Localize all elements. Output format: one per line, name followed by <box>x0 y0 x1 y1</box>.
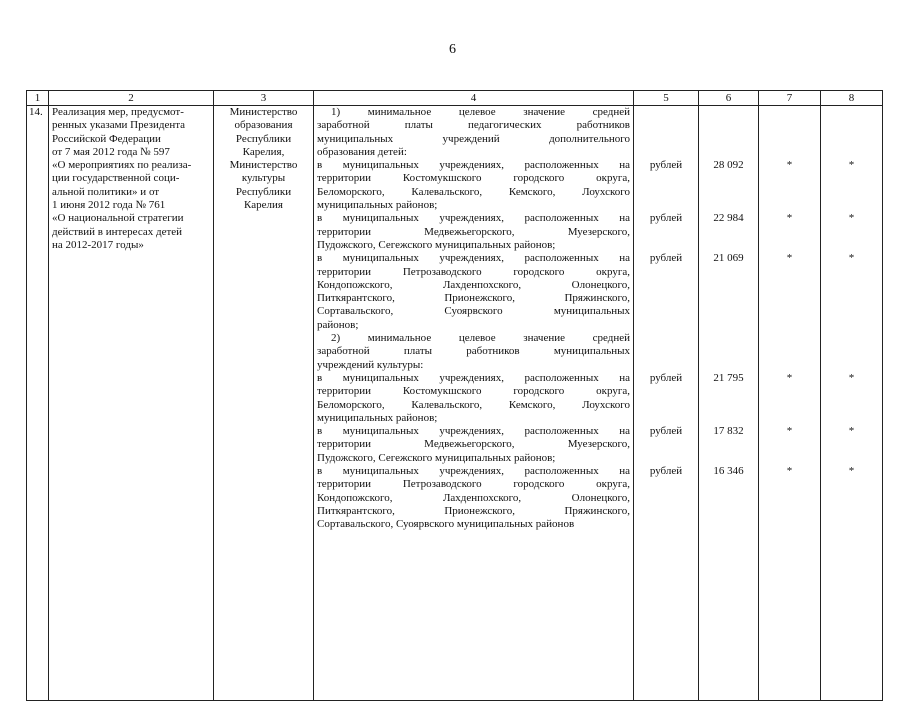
table-row <box>27 106 883 701</box>
col7-mark: * <box>786 212 793 225</box>
executor-line: Республики <box>235 132 292 145</box>
description-line: заработной платы педагогических работников <box>317 119 630 132</box>
description-line: заработной платы работников муниципальных <box>317 345 630 358</box>
executor-line: Министерство <box>229 106 298 118</box>
measure-line: Реализация мер, предусмот- <box>52 106 184 118</box>
description-cell <box>314 106 634 701</box>
col8-mark: * <box>848 465 855 478</box>
description-line: Сортавальского, Суоярвского муниципальных районов <box>317 518 575 531</box>
col7-mark: * <box>786 372 793 384</box>
unit-text: рублей <box>649 159 683 172</box>
measure-line: 1 июня 2012 года № 761 <box>52 199 166 212</box>
executor-line: Карелия, <box>242 145 285 158</box>
value-text: 21 795 <box>713 372 744 384</box>
description-line: территории Костомукшского городского округа, <box>317 172 630 185</box>
description-line: образования детей: <box>317 145 407 158</box>
description-line: в муниципальных учреждениях, расположенных на <box>317 465 630 478</box>
description-line: территории Медвежьегорского, Муезерского, <box>317 438 630 451</box>
description-line: в муниципальных учреждениях, расположенных на <box>317 212 630 225</box>
value-text: 28 092 <box>713 159 744 172</box>
col8-mark: * <box>848 372 855 384</box>
measure-line: от 7 мая 2012 года № 597 <box>52 145 170 158</box>
description-line: Беломорского, Калевальского, Кемского, Лоухского <box>317 398 630 411</box>
unit-cell <box>634 106 699 701</box>
unit-text: рублей <box>649 372 683 384</box>
header-cell: 3 <box>214 91 314 106</box>
col8-mark: * <box>848 425 855 438</box>
description-line: муниципальных районов; <box>317 199 438 212</box>
description-line: Пудожского, Сегежского муниципальных районов; <box>317 238 556 251</box>
measure-line: ции государственной соци- <box>52 172 180 185</box>
executor-cell <box>214 106 314 701</box>
header-cell: 1 <box>27 91 49 106</box>
measures-table <box>26 90 883 701</box>
col7-mark: * <box>786 425 793 438</box>
description-line: в муниципальных учреждениях, расположенных на <box>317 252 630 265</box>
description-line: Кондопожского, Лахденпохского, Олонецкого, <box>317 491 630 504</box>
executor-line: культуры <box>241 172 286 185</box>
col7-mark: * <box>786 252 793 265</box>
value-cell <box>699 106 759 701</box>
description-line: территории Медвежьегорского, Муезерского, <box>317 225 630 238</box>
header-cell: 7 <box>759 91 821 106</box>
description-line: Кондопожского, Лахденпохского, Олонецкого, <box>317 278 630 291</box>
description-line: территории Петрозаводского городского округа, <box>317 478 630 491</box>
description-line: 2) минимальное целевое значение средней <box>331 332 630 345</box>
executor-line: образования <box>234 119 293 132</box>
unit-text: рублей <box>649 252 683 265</box>
executor-line: Республики <box>235 185 292 198</box>
executor-line: Министерство <box>229 159 298 172</box>
measure-line: на 2012-2017 годы» <box>52 238 144 251</box>
page-number: 6 <box>449 42 456 57</box>
description-line: Питкярантского, Прионежского, Пряжинского, <box>317 292 630 305</box>
measure-line: Российской Федерации <box>52 132 161 145</box>
measure-line: ренных указами Президента <box>52 119 186 132</box>
unit-text: рублей <box>649 465 683 478</box>
description-line: в муниципальных учреждениях, расположенных на <box>317 371 630 384</box>
header-row <box>27 91 883 106</box>
header-cell: 5 <box>634 91 699 106</box>
description-line: территории Костомукшского городского округа, <box>317 385 630 398</box>
unit-text: рублей <box>649 212 683 225</box>
description-line: территории Петрозаводского городского округа, <box>317 265 630 278</box>
unit-text: рублей <box>649 425 683 438</box>
col8-mark: * <box>848 159 855 172</box>
col7-mark: * <box>786 465 793 478</box>
description-line: в муниципальных учреждениях, расположенных на <box>317 159 630 172</box>
description-line: в муниципальных учреждениях, расположенных на <box>317 425 630 438</box>
value-text: 16 346 <box>713 465 744 478</box>
description-line: районов; <box>317 318 359 331</box>
header-cell: 6 <box>699 91 759 106</box>
description-line: учреждений культуры: <box>317 358 424 371</box>
col8-mark: * <box>848 252 855 265</box>
header-cell: 8 <box>821 91 883 106</box>
measure-line: альной политики» и от <box>52 185 160 198</box>
measure-line: «О мероприятиях по реализа- <box>52 159 192 172</box>
col8-cell <box>821 106 883 701</box>
col8-mark: * <box>848 212 855 225</box>
measure-cell <box>49 106 214 701</box>
measure-line: «О национальной стратегии <box>52 212 184 225</box>
description-line: Беломорского, Калевальского, Кемского, Лоухского <box>317 185 630 198</box>
value-text: 21 069 <box>713 252 744 265</box>
header-cell: 2 <box>49 91 214 106</box>
row-number: 14. <box>27 106 49 701</box>
header-cell: 4 <box>314 91 634 106</box>
executor-line: Карелия <box>244 199 283 212</box>
col7-cell <box>759 106 821 701</box>
description-line: муниципальных районов; <box>317 411 438 424</box>
description-line: Питкярантского, Прионежского, Пряжинского, <box>317 504 630 517</box>
description-line: Сортавальского, Суоярвского муниципальных <box>317 305 630 318</box>
value-text: 17 832 <box>713 425 744 438</box>
description-line: 1) минимальное целевое значение средней <box>331 106 630 118</box>
description-line: Пудожского, Сегежского муниципальных районов; <box>317 451 556 464</box>
value-text: 22 984 <box>713 212 744 225</box>
description-line: муниципальных учреждений дополнительного <box>317 132 630 145</box>
col7-mark: * <box>786 159 793 172</box>
measure-line: действий в интересах детей <box>52 225 183 238</box>
